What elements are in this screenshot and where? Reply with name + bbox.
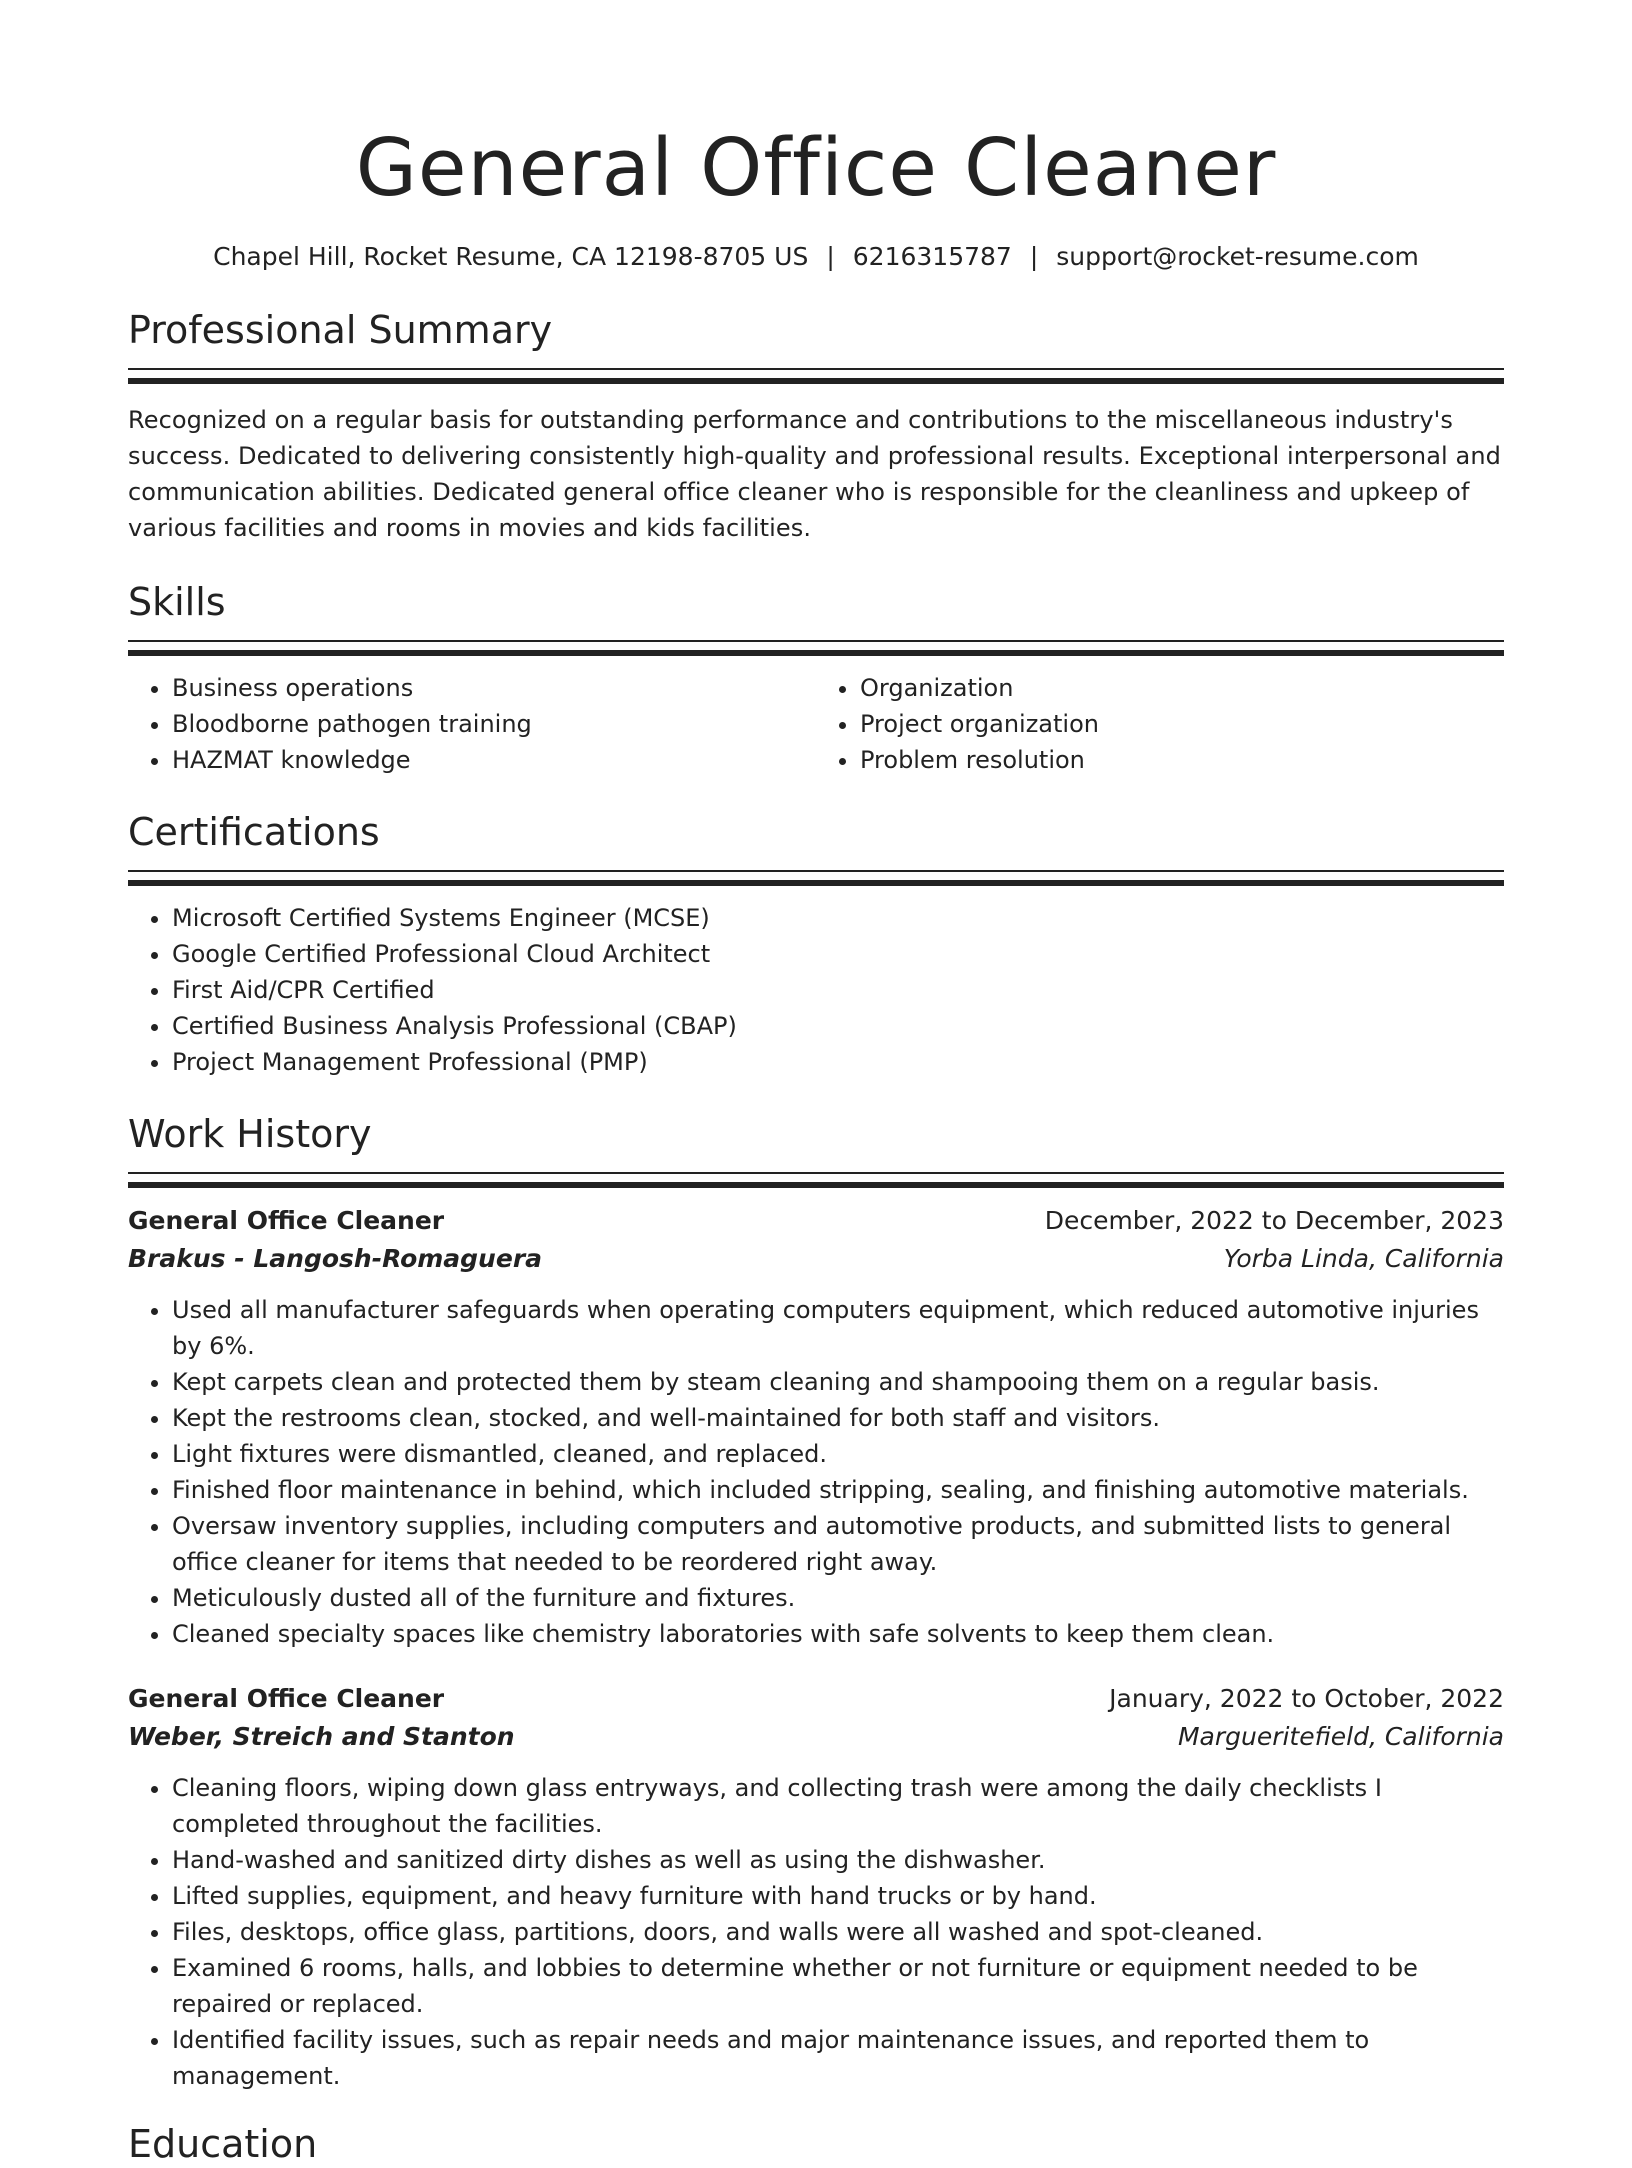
contact-separator: | (826, 242, 835, 271)
summary-text: Recognized on a regular basis for outstanding performance and contributions to the miscellaneous industry's success. Dedicated to delivering consistently high-quality and professional results. Exceptional interpersonal and communication abilities. Dedicated general office cleaner who is responsible for the cleanliness and upkeep of various facilities and rooms in movies and kids facilities. (128, 406, 1501, 542)
job-bullet: • Cleaning floors, wiping down glass entryways, and collecting trash were among the daily checklists I completed throughout the facilities. (172, 1770, 1504, 1842)
job-bullet: • Kept carpets clean and protected them by steam cleaning and shampooing them on a regular basis. (172, 1364, 1504, 1400)
job-bullet: • Cleaned specialty spaces like chemistry laboratories with safe solvents to keep them clean. (172, 1616, 1504, 1652)
resume-name: General Office Cleaner (355, 122, 1277, 214)
resume-page (128, 0, 1504, 2168)
job-bullet: • Oversaw inventory supplies, including computers and automotive products, and submitted lists to general office cleaner for items that needed to be reordered right away. (172, 1508, 1504, 1580)
section-title-work-history: Work History (128, 1112, 372, 1156)
skill-item: • HAZMAT knowledge (172, 742, 816, 778)
certification-item: • First Aid/CPR Certified (172, 972, 1504, 1008)
skill-item: • Problem resolution (860, 742, 1504, 778)
job-entry (128, 1680, 1504, 2094)
job-bullets (128, 1770, 1504, 2094)
job-dates: December, 2022 to December, 2023 (1044, 1206, 1504, 1235)
job-bullet: • Hand-washed and sanitized dirty dishes as well as using the dishwasher. (172, 1842, 1504, 1878)
job-header (128, 1680, 1504, 1718)
skill-item: • Bloodborne pathogen training (172, 706, 816, 742)
section-title-skills: Skills (128, 580, 226, 624)
job-company: Weber, Streich and Stanton (128, 1722, 515, 1751)
section-summary (128, 306, 1504, 546)
section-divider (128, 640, 1504, 656)
job-bullet: • Finished floor maintenance in behind, which included stripping, sealing, and finishing automotive materials. (172, 1472, 1504, 1508)
section-title-summary: Professional Summary (128, 308, 553, 352)
contact-address: Chapel Hill, Rocket Resume, CA 12198-8705 US (213, 242, 809, 271)
certifications-list (128, 900, 1504, 1080)
section-title-certifications: Certifications (128, 810, 380, 854)
job-bullet: • Identified facility issues, such as repair needs and major maintenance issues, and reported them to management. (172, 2022, 1504, 2094)
certification-item: • Project Management Professional (PMP) (172, 1044, 1504, 1080)
job-header (128, 1202, 1504, 1240)
skill-item: • Business operations (172, 670, 816, 706)
contact-email: support@rocket-resume.com (1056, 242, 1419, 271)
job-subheader (128, 1718, 1504, 1756)
job-dates: January, 2022 to October, 2022 (1109, 1684, 1504, 1713)
certification-item: • Microsoft Certified Systems Engineer (MCSE) (172, 900, 1504, 936)
job-bullet: • Kept the restrooms clean, stocked, and well-maintained for both staff and visitors. (172, 1400, 1504, 1436)
certification-item: • Google Certified Professional Cloud Architect (172, 936, 1504, 972)
section-divider (128, 870, 1504, 886)
contact-line (128, 240, 1504, 274)
job-bullet: • Examined 6 rooms, halls, and lobbies to determine whether or not furniture or equipment needed to be repaired or replaced. (172, 1950, 1504, 2022)
job-subheader (128, 1240, 1504, 1278)
job-company: Brakus - Langosh-Romaguera (128, 1244, 543, 1273)
skill-item: • Organization (860, 670, 1504, 706)
job-title: General Office Cleaner (128, 1684, 445, 1713)
section-education (128, 2120, 1504, 2168)
contact-phone: 6216315787 (852, 242, 1012, 271)
skill-item: • Project organization (860, 706, 1504, 742)
job-bullet: • Files, desktops, office glass, partitions, doors, and walls were all washed and spot-cleaned. (172, 1914, 1504, 1950)
job-bullets (128, 1292, 1504, 1652)
job-bullet: • Meticulously dusted all of the furniture and fixtures. (172, 1580, 1504, 1616)
section-divider (128, 1172, 1504, 1188)
skills-grid (128, 670, 1504, 778)
skills-list-left (128, 670, 816, 778)
job-bullet: • Used all manufacturer safeguards when operating computers equipment, which reduced automotive injuries by 6%. (172, 1292, 1504, 1364)
contact-separator: | (1029, 242, 1039, 271)
job-location: Margueritefield, California (1177, 1722, 1504, 1751)
certification-item: • Certified Business Analysis Professional (CBAP) (172, 1008, 1504, 1044)
section-certifications (128, 808, 1504, 1080)
section-skills (128, 578, 1504, 778)
job-entry (128, 1202, 1504, 1652)
job-bullet: • Light fixtures were dismantled, cleaned, and replaced. (172, 1436, 1504, 1472)
job-location: Yorba Linda, California (1223, 1244, 1504, 1273)
section-title-education: Education (128, 2122, 318, 2166)
section-divider (128, 368, 1504, 384)
skills-list-right (816, 670, 1504, 778)
job-bullet: • Lifted supplies, equipment, and heavy furniture with hand trucks or by hand. (172, 1878, 1504, 1914)
section-work-history (128, 1110, 1504, 2094)
job-title: General Office Cleaner (128, 1206, 445, 1235)
